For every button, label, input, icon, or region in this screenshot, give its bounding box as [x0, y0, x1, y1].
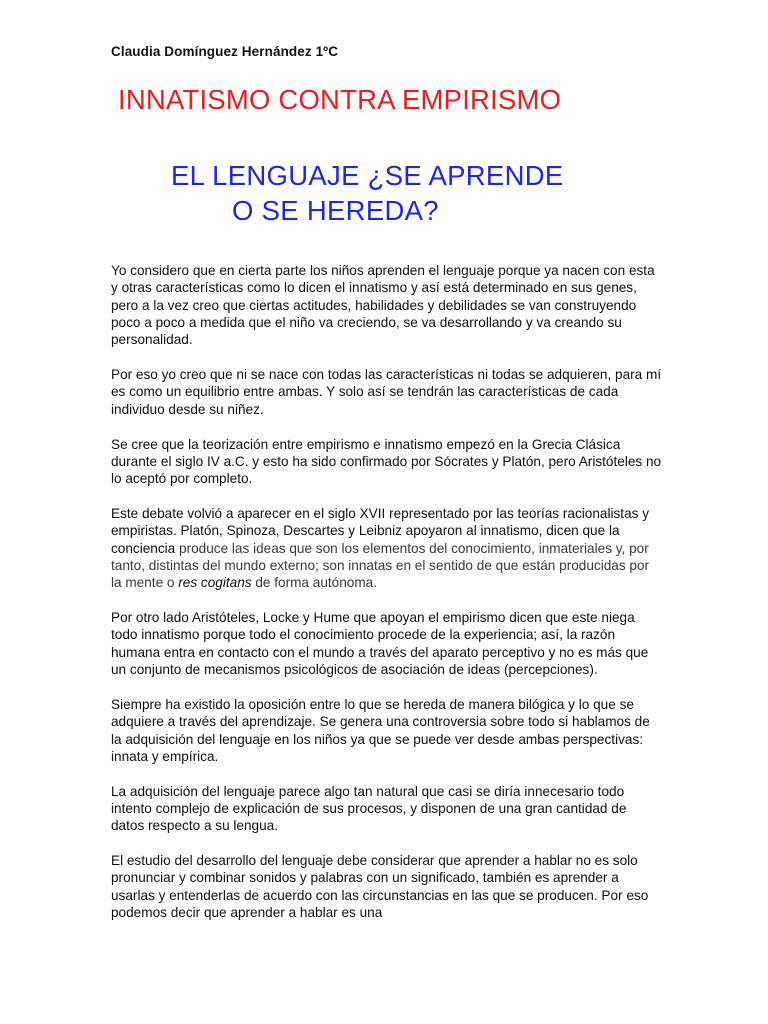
subtitle-line-1: EL LENGUAJE ¿SE APRENDE [171, 160, 564, 191]
document-subtitle [0, 158, 768, 228]
paragraph: El estudio del desarrollo del lenguaje debe considerar que aprender a hablar no es solo pronunciar y combinar sonidos y palabras con un significado, también es aprender a usarlas y entenderlas de acuerdo con las circunstancias en las que se producen. Por eso podemos decir que aprender a hablar es una [111, 853, 649, 921]
paragraph [111, 505, 663, 591]
subtitle-line-2: O SE HEREDA? [232, 195, 439, 226]
paragraph-text: Este debate volvió a aparecer en el siglo XVII representado por las teorías racionalistas y empiristas. Platón, Spinoza, Descartes y Leibniz apoyaron al innatismo, dicen que la conciencia [111, 506, 650, 556]
author-line: Claudia Domínguez Hernández 1ºC [111, 44, 339, 59]
paragraph: Se cree que la teorización entre empirismo e innatismo empezó en la Grecia Clásica durante el siglo IV a.C. y esto ha sido confirmado por Sócrates y Platón, pero Aristóteles no lo aceptó por completo. [111, 436, 662, 487]
italic-term: res cogitans [178, 575, 252, 591]
paragraph: Por otro lado Aristóteles, Locke y Hume que apoyan el empirismo dicen que este niega todo innatismo porque todo el conocimiento procede de la experiencia; así, la razón humana entra en contacto con el mundo a través del aparato perceptivo y no es más que un conjunto de mecanismos psicológicos de asociación de ideas (percepciones). [111, 610, 649, 678]
paragraph: Yo considero que en cierta parte los niños aprenden el lenguaje porque ya nacen con esta y otras características como lo dicen el innatismo y así está determinado en sus genes, pero a la vez creo que ciertas actitudes, habilidades y debilidades se van construyendo poco a poco a medida que el niño va creciendo, se va desarrollando y va creando su personalidad. [111, 263, 655, 348]
paragraph: La adquisición del lenguaje parece algo tan natural que casi se diría innecesario todo intento complejo de explicación de sus procesos, y disponen de una gran cantidad de datos respecto a su lengua. [111, 783, 627, 834]
paragraph-text: de forma autónoma. [251, 575, 377, 591]
document-body [111, 262, 663, 921]
paragraph-text: produce las ideas que son los elementos del conocimiento, inmateriales y, por tanto, distintas del mundo externo; son innatas en el sentido de que están producidas por la mente o [111, 540, 650, 591]
paragraph: Siempre ha existido la oposición entre lo que se hereda de manera bilógica y lo que se adquiere a través del aprendizaje. Se genera una controversia sobre todo si hablamos de la adquisición del lenguaje en los niños ya que se puede ver desde ambas perspectivas: innata y empírica. [111, 696, 650, 764]
document-title: INNATISMO CONTRA EMPIRISMO [118, 84, 562, 115]
paragraph: Por eso yo creo que ni se nace con todas las características ni todas se adquieren, para mí es como un equilibrio entre ambas. Y solo así se tendrán las características de cada individuo desde su niñez. [111, 367, 662, 417]
